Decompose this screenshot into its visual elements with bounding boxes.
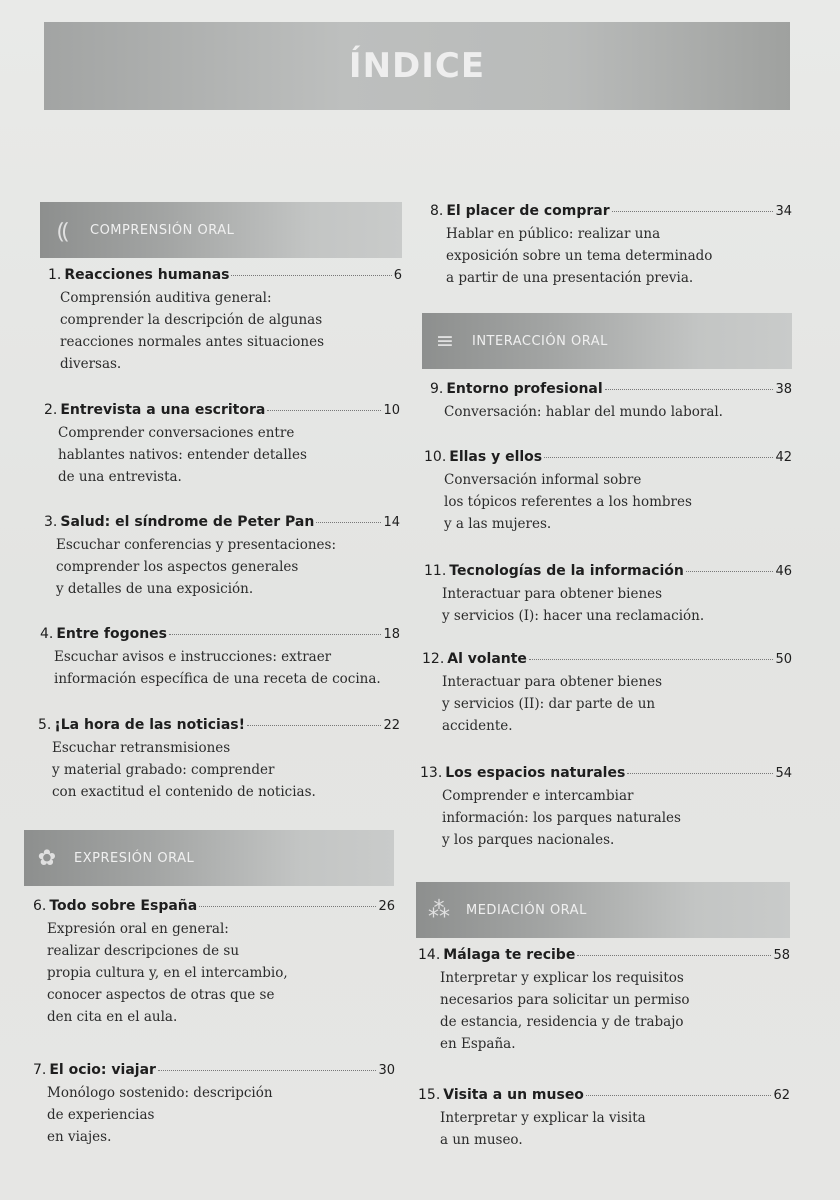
- entry-description: [56, 534, 400, 600]
- entry-page: 50: [775, 652, 792, 667]
- section-label: INTERACCIÓN ORAL: [472, 333, 608, 349]
- toc-entry[interactable]: [33, 1062, 395, 1148]
- desc-line: Escuchar avisos e instrucciones: extraer: [54, 649, 332, 665]
- entry-title: Entrevista a una escritora: [60, 402, 266, 418]
- entry-number: 15.: [418, 1087, 441, 1103]
- desc-line: información: los parques naturales: [442, 810, 681, 826]
- desc-line: los tópicos referentes a los hombres: [444, 494, 692, 510]
- desc-line: y detalles de una exposición.: [56, 581, 254, 597]
- dot-leader: [247, 725, 381, 726]
- entry-title: Visita a un museo: [443, 1087, 584, 1103]
- speaking-head-icon: ✿: [37, 845, 57, 871]
- desc-line: Interpretar y explicar los requisitos: [440, 970, 684, 986]
- entry-description: [60, 287, 402, 375]
- desc-line: realizar descripciones de su: [47, 943, 240, 959]
- entry-page: 18: [383, 627, 400, 642]
- dot-leader: [577, 955, 771, 956]
- desc-line: y los parques nacionales.: [442, 832, 615, 848]
- section-label: EXPRESIÓN ORAL: [74, 850, 195, 866]
- dot-leader: [199, 906, 376, 907]
- entry-page: 26: [378, 899, 395, 914]
- entry-description: [442, 671, 792, 737]
- toc-entry[interactable]: [424, 563, 792, 627]
- entry-number: 11.: [424, 563, 447, 579]
- entry-number: 2.: [44, 402, 58, 418]
- section-header-expresion: [24, 830, 394, 886]
- entry-page: 46: [775, 564, 792, 579]
- desc-line: Escuchar retransmisiones: [52, 740, 231, 756]
- desc-line: información específica de una receta de cocina.: [54, 671, 381, 687]
- entry-description: [444, 469, 792, 535]
- desc-line: propia cultura y, en el intercambio,: [47, 965, 288, 981]
- entry-title: Tecnologías de la información: [449, 563, 684, 579]
- entry-page: 62: [773, 1088, 790, 1103]
- desc-line: Monólogo sostenido: descripción: [47, 1085, 273, 1101]
- toc-entry[interactable]: [40, 626, 400, 690]
- entry-description: [442, 583, 792, 627]
- dot-leader: [169, 634, 381, 635]
- dot-leader: [586, 1095, 772, 1096]
- entry-title: Reacciones humanas: [64, 267, 230, 283]
- section-header-interaccion: [422, 313, 792, 369]
- entry-title: Entorno profesional: [446, 381, 603, 397]
- desc-line: y servicios (II): dar parte de un: [442, 696, 656, 712]
- toc-entry[interactable]: [430, 381, 792, 423]
- desc-line: accidente.: [442, 718, 513, 734]
- desc-line: den cita en el aula.: [47, 1009, 178, 1025]
- entry-number: 5.: [38, 717, 52, 733]
- toc-entry[interactable]: [44, 402, 400, 488]
- desc-line: necesarios para solicitar un permiso: [440, 992, 690, 1008]
- entry-page: 54: [775, 766, 792, 781]
- entry-number: 10.: [424, 449, 447, 465]
- section-label: MEDIACIÓN ORAL: [466, 902, 587, 918]
- desc-line: Interactuar para obtener bienes: [442, 674, 663, 690]
- entry-description: [52, 737, 400, 803]
- entry-number: 12.: [422, 651, 445, 667]
- section-header-comprension: [40, 202, 402, 258]
- desc-line: Conversación informal sobre: [444, 472, 642, 488]
- entry-title: ¡La hora de las noticias!: [54, 717, 245, 733]
- entry-title: Los espacios naturales: [445, 765, 626, 781]
- mediation-heads-icon: ⁂: [428, 897, 450, 923]
- dot-leader: [612, 211, 774, 212]
- entry-number: 13.: [420, 765, 443, 781]
- desc-line: Hablar en público: realizar una: [446, 226, 661, 242]
- desc-line: en viajes.: [47, 1129, 112, 1145]
- desc-line: Conversación: hablar del mundo laboral.: [444, 404, 723, 420]
- toc-entry[interactable]: [424, 449, 792, 535]
- entry-number: 1.: [48, 267, 62, 283]
- entry-page: 34: [775, 204, 792, 219]
- desc-line: reacciones normales antes situaciones: [60, 334, 325, 350]
- desc-line: de una entrevista.: [58, 469, 182, 485]
- entry-page: 6: [393, 268, 402, 283]
- entry-number: 4.: [40, 626, 54, 642]
- desc-line: hablantes nativos: entender detalles: [58, 447, 307, 463]
- dot-leader: [529, 659, 774, 660]
- dot-leader: [231, 275, 391, 276]
- desc-line: Comprensión auditiva general:: [60, 290, 272, 306]
- dot-leader: [267, 410, 381, 411]
- desc-line: Escuchar conferencias y presentaciones:: [56, 537, 336, 553]
- entry-title: Entre fogones: [56, 626, 167, 642]
- desc-line: conocer aspectos de otras que se: [47, 987, 275, 1003]
- dialogue-heads-icon: ≡: [435, 328, 455, 354]
- toc-entry[interactable]: [44, 514, 400, 600]
- toc-entry[interactable]: [38, 717, 400, 803]
- entry-number: 7.: [33, 1062, 47, 1078]
- desc-line: a partir de una presentación previa.: [446, 270, 694, 286]
- entry-description: [58, 422, 400, 488]
- toc-entry[interactable]: [420, 765, 792, 851]
- title-banner: [44, 22, 790, 110]
- desc-line: de experiencias: [47, 1107, 155, 1123]
- dot-leader: [686, 571, 774, 572]
- entry-page: 38: [775, 382, 792, 397]
- page-title: ÍNDICE: [348, 46, 486, 86]
- desc-line: Interactuar para obtener bienes: [442, 586, 663, 602]
- entry-title: Al volante: [447, 651, 527, 667]
- entry-title: El placer de comprar: [446, 203, 610, 219]
- desc-line: en España.: [440, 1036, 516, 1052]
- dot-leader: [158, 1070, 377, 1071]
- entry-description: [446, 223, 792, 289]
- desc-line: Comprender e intercambiar: [442, 788, 634, 804]
- dot-leader: [316, 522, 381, 523]
- desc-line: Interpretar y explicar la visita: [440, 1110, 646, 1126]
- desc-line: y a las mujeres.: [444, 516, 552, 532]
- entry-title: Todo sobre España: [49, 898, 198, 914]
- ear-sound-icon: ⸨: [57, 219, 69, 244]
- desc-line: Comprender conversaciones entre: [58, 425, 295, 441]
- desc-line: y material grabado: comprender: [52, 762, 275, 778]
- toc-entry[interactable]: [418, 947, 790, 1055]
- entry-description: [442, 785, 792, 851]
- entry-page: 30: [378, 1063, 395, 1078]
- entry-number: 6.: [33, 898, 47, 914]
- entry-number: 8.: [430, 203, 444, 219]
- section-header-mediacion: [416, 882, 790, 938]
- entry-title: Ellas y ellos: [449, 449, 543, 465]
- entry-page: 10: [383, 403, 400, 418]
- entry-page: 14: [383, 515, 400, 530]
- entry-description: [444, 401, 792, 423]
- dot-leader: [605, 389, 774, 390]
- desc-line: Expresión oral en general:: [47, 921, 229, 937]
- entry-title: El ocio: viajar: [49, 1062, 156, 1078]
- entry-number: 14.: [418, 947, 441, 963]
- toc-entry[interactable]: [422, 651, 792, 737]
- entry-description: [54, 646, 400, 690]
- desc-line: comprender los aspectos generales: [56, 559, 299, 575]
- entry-number: 3.: [44, 514, 58, 530]
- desc-line: de estancia, residencia y de trabajo: [440, 1014, 684, 1030]
- desc-line: exposición sobre un tema determinado: [446, 248, 713, 264]
- entry-description: [440, 967, 790, 1055]
- entry-description: [47, 1082, 395, 1148]
- entry-title: Salud: el síndrome de Peter Pan: [60, 514, 315, 530]
- toc-entry[interactable]: [430, 203, 792, 289]
- entry-page: 22: [383, 718, 400, 733]
- entry-page: 58: [773, 948, 790, 963]
- desc-line: comprender la descripción de algunas: [60, 312, 323, 328]
- toc-entry[interactable]: [48, 267, 402, 375]
- section-label: COMPRENSIÓN ORAL: [90, 222, 235, 238]
- desc-line: y servicios (I): hacer una reclamación.: [442, 608, 705, 624]
- entry-page: 42: [775, 450, 792, 465]
- entry-description: [47, 918, 395, 1028]
- toc-entry[interactable]: [33, 898, 395, 1028]
- toc-entry[interactable]: [418, 1087, 790, 1151]
- entry-description: [440, 1107, 790, 1151]
- desc-line: a un museo.: [440, 1132, 523, 1148]
- entry-number: 9.: [430, 381, 444, 397]
- entry-title: Málaga te recibe: [443, 947, 576, 963]
- dot-leader: [627, 773, 773, 774]
- desc-line: con exactitud el contenido de noticias.: [52, 784, 316, 800]
- desc-line: diversas.: [60, 356, 122, 372]
- dot-leader: [544, 457, 773, 458]
